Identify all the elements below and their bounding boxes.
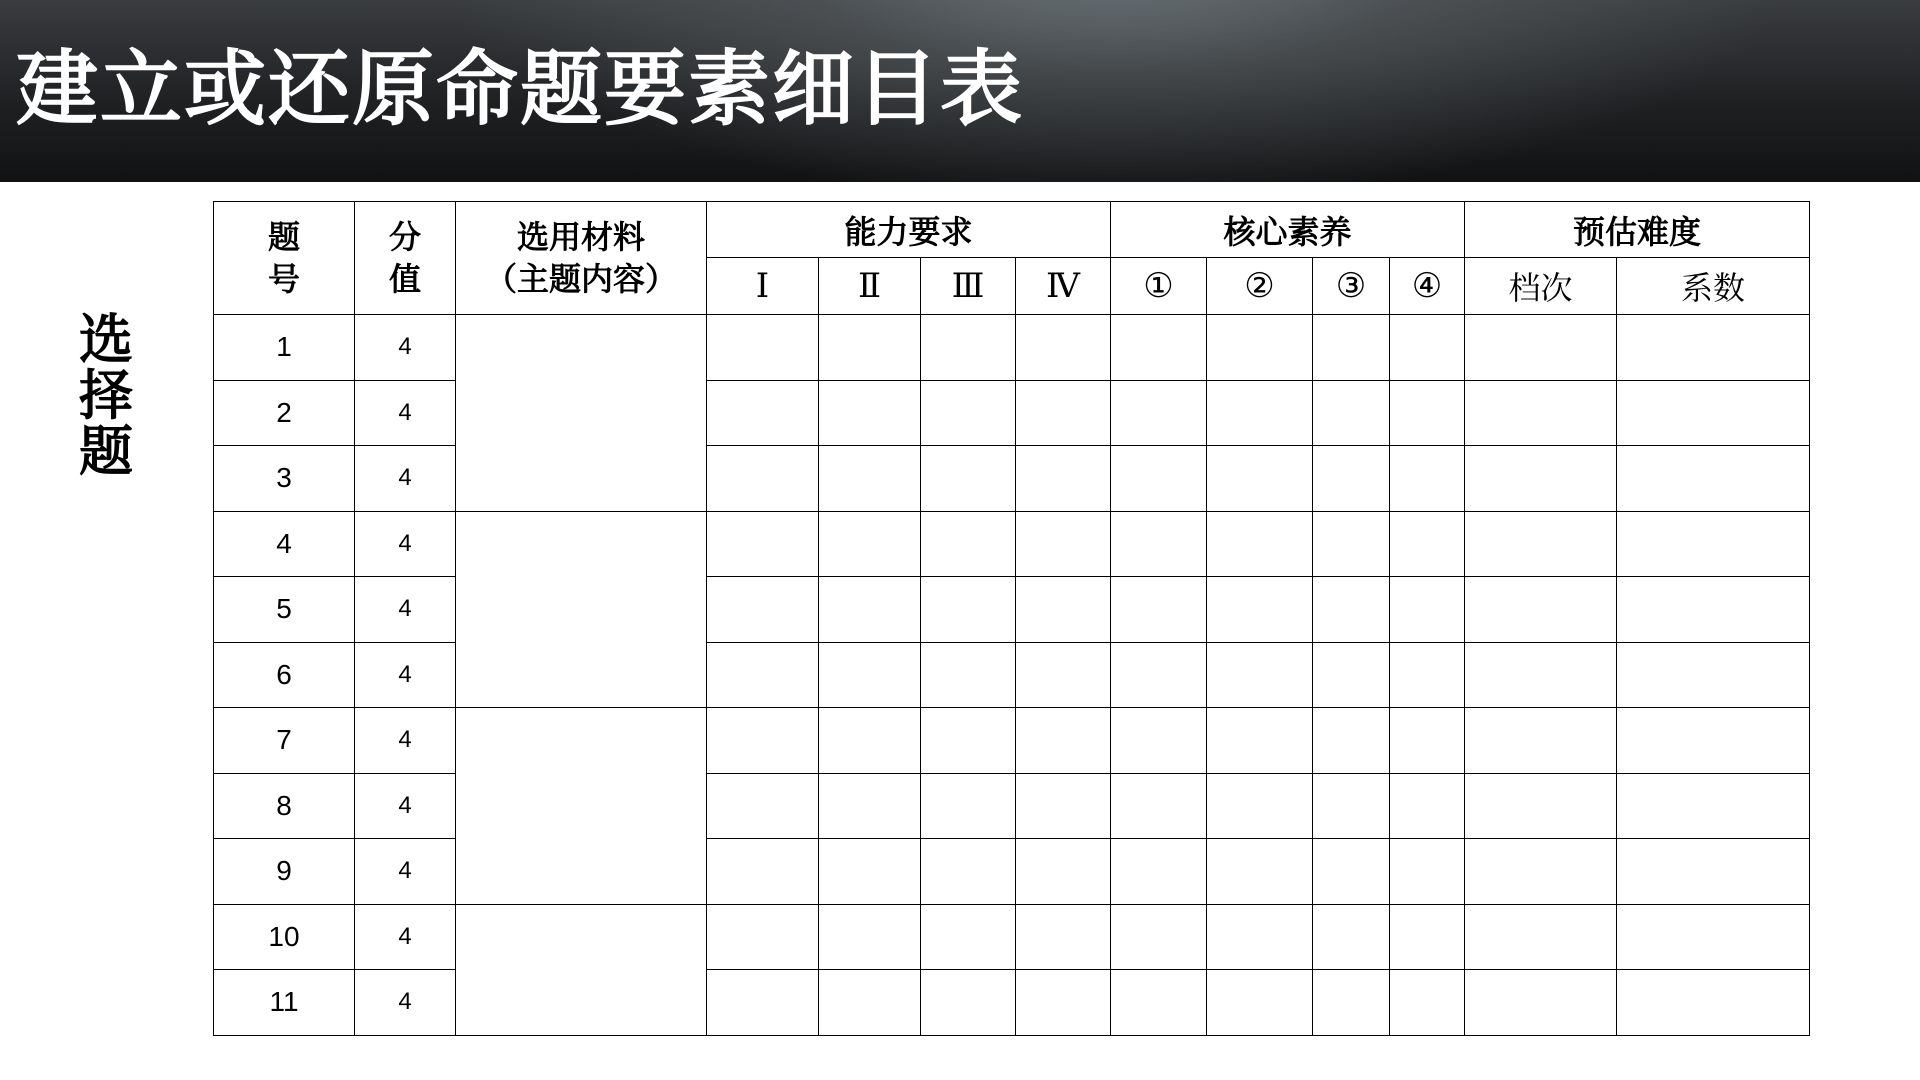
material-cell[interactable] bbox=[456, 511, 707, 708]
table-row bbox=[214, 642, 1810, 708]
cell[interactable] bbox=[1016, 511, 1111, 577]
cell[interactable] bbox=[707, 446, 819, 512]
table-row bbox=[214, 511, 1810, 577]
cell[interactable] bbox=[1313, 970, 1390, 1036]
cell[interactable] bbox=[1313, 839, 1390, 905]
cell[interactable] bbox=[1313, 904, 1390, 970]
cell[interactable] bbox=[1390, 970, 1465, 1036]
cell[interactable] bbox=[1465, 839, 1617, 905]
header-literacy-item: ③ bbox=[1313, 258, 1390, 315]
cell[interactable] bbox=[1207, 839, 1313, 905]
cell[interactable] bbox=[707, 839, 819, 905]
cell[interactable] bbox=[1390, 839, 1465, 905]
cell[interactable] bbox=[1313, 446, 1390, 512]
cell[interactable] bbox=[1016, 446, 1111, 512]
question-score: 4 bbox=[355, 380, 456, 446]
cell[interactable] bbox=[1207, 380, 1313, 446]
cell[interactable] bbox=[1617, 708, 1810, 774]
cell[interactable] bbox=[921, 511, 1016, 577]
header-literacy: 核心素养 bbox=[1111, 202, 1465, 258]
cell[interactable] bbox=[1390, 642, 1465, 708]
question-score: 4 bbox=[355, 708, 456, 774]
question-number: 8 bbox=[214, 773, 355, 839]
table-row bbox=[214, 708, 1810, 774]
cell[interactable] bbox=[1617, 315, 1810, 381]
header-ability-level: Ⅰ bbox=[707, 258, 819, 315]
cell[interactable] bbox=[707, 380, 819, 446]
question-number: 2 bbox=[214, 380, 355, 446]
cell[interactable] bbox=[1617, 970, 1810, 1036]
material-cell[interactable] bbox=[456, 315, 707, 512]
cell[interactable] bbox=[1111, 315, 1207, 381]
question-score: 4 bbox=[355, 446, 456, 512]
cell[interactable] bbox=[1313, 380, 1390, 446]
cell[interactable] bbox=[1390, 773, 1465, 839]
cell[interactable] bbox=[1207, 904, 1313, 970]
material-cell[interactable] bbox=[456, 904, 707, 1035]
cell[interactable] bbox=[1313, 511, 1390, 577]
question-number: 6 bbox=[214, 642, 355, 708]
question-number: 10 bbox=[214, 904, 355, 970]
header-ability-level: Ⅳ bbox=[1016, 258, 1111, 315]
cell[interactable] bbox=[1390, 577, 1465, 643]
cell[interactable] bbox=[1207, 773, 1313, 839]
cell[interactable] bbox=[1207, 577, 1313, 643]
cell[interactable] bbox=[707, 577, 819, 643]
cell[interactable] bbox=[1111, 380, 1207, 446]
cell[interactable] bbox=[1465, 642, 1617, 708]
cell[interactable] bbox=[921, 315, 1016, 381]
cell[interactable] bbox=[1207, 511, 1313, 577]
cell[interactable] bbox=[1313, 708, 1390, 774]
material-cell[interactable] bbox=[456, 708, 707, 905]
cell[interactable] bbox=[921, 839, 1016, 905]
cell[interactable] bbox=[921, 970, 1016, 1036]
cell[interactable] bbox=[1016, 839, 1111, 905]
cell[interactable] bbox=[1617, 904, 1810, 970]
question-number: 5 bbox=[214, 577, 355, 643]
cell[interactable] bbox=[1617, 839, 1810, 905]
question-number: 11 bbox=[214, 970, 355, 1036]
cell[interactable] bbox=[921, 773, 1016, 839]
cell[interactable] bbox=[1016, 577, 1111, 643]
cell[interactable] bbox=[707, 511, 819, 577]
cell[interactable] bbox=[1465, 970, 1617, 1036]
cell[interactable] bbox=[819, 904, 921, 970]
cell[interactable] bbox=[707, 642, 819, 708]
cell[interactable] bbox=[819, 839, 921, 905]
cell[interactable] bbox=[1207, 315, 1313, 381]
cell[interactable] bbox=[1111, 642, 1207, 708]
cell[interactable] bbox=[819, 315, 921, 381]
cell[interactable] bbox=[707, 773, 819, 839]
cell[interactable] bbox=[1617, 642, 1810, 708]
cell[interactable] bbox=[1390, 446, 1465, 512]
cell[interactable] bbox=[819, 708, 921, 774]
cell[interactable] bbox=[1390, 315, 1465, 381]
cell[interactable] bbox=[1016, 642, 1111, 708]
header-literacy-item: ④ bbox=[1390, 258, 1465, 315]
cell[interactable] bbox=[921, 446, 1016, 512]
cell[interactable] bbox=[1207, 642, 1313, 708]
title-bar bbox=[0, 0, 1920, 182]
cell[interactable] bbox=[1465, 904, 1617, 970]
cell[interactable] bbox=[1111, 577, 1207, 643]
page-title: 建立或还原命题要素细目表 bbox=[16, 42, 1025, 137]
cell[interactable] bbox=[1617, 446, 1810, 512]
cell[interactable] bbox=[1016, 970, 1111, 1036]
header-material: 选用材料 （主题内容） bbox=[456, 202, 707, 315]
header-ability-level: Ⅱ bbox=[819, 258, 921, 315]
question-score: 4 bbox=[355, 904, 456, 970]
header-ability: 能力要求 bbox=[707, 202, 1111, 258]
cell[interactable] bbox=[819, 970, 921, 1036]
cell[interactable] bbox=[819, 380, 921, 446]
cell[interactable] bbox=[921, 577, 1016, 643]
header-difficulty-level: 档次 bbox=[1465, 258, 1617, 315]
header-difficulty-coefficient: 系数 bbox=[1617, 258, 1810, 315]
question-number: 1 bbox=[214, 315, 355, 381]
cell[interactable] bbox=[1207, 970, 1313, 1036]
cell[interactable] bbox=[707, 708, 819, 774]
cell[interactable] bbox=[1016, 904, 1111, 970]
cell[interactable] bbox=[1016, 315, 1111, 381]
cell[interactable] bbox=[1016, 773, 1111, 839]
cell[interactable] bbox=[1111, 839, 1207, 905]
section-label: 选择题 bbox=[79, 308, 133, 483]
header-difficulty: 预估难度 bbox=[1465, 202, 1810, 258]
cell[interactable] bbox=[1313, 642, 1390, 708]
cell[interactable] bbox=[1465, 380, 1617, 446]
cell[interactable] bbox=[921, 642, 1016, 708]
cell[interactable] bbox=[1390, 380, 1465, 446]
cell[interactable] bbox=[819, 577, 921, 643]
header-literacy-item: ② bbox=[1207, 258, 1313, 315]
question-number: 3 bbox=[214, 446, 355, 512]
cell[interactable] bbox=[1111, 511, 1207, 577]
question-score: 4 bbox=[355, 970, 456, 1036]
cell[interactable] bbox=[1111, 773, 1207, 839]
table-row bbox=[214, 380, 1810, 446]
table-row bbox=[214, 970, 1810, 1036]
cell[interactable] bbox=[921, 904, 1016, 970]
cell[interactable] bbox=[819, 446, 921, 512]
cell[interactable] bbox=[1390, 904, 1465, 970]
question-score: 4 bbox=[355, 577, 456, 643]
question-score: 4 bbox=[355, 642, 456, 708]
question-score: 4 bbox=[355, 315, 456, 381]
cell[interactable] bbox=[1111, 446, 1207, 512]
cell[interactable] bbox=[1390, 708, 1465, 774]
question-number: 9 bbox=[214, 839, 355, 905]
table-row bbox=[214, 577, 1810, 643]
cell[interactable] bbox=[1390, 511, 1465, 577]
question-number: 4 bbox=[214, 511, 355, 577]
header-question-no: 题 号 bbox=[214, 202, 355, 315]
cell[interactable] bbox=[1016, 380, 1111, 446]
question-score: 4 bbox=[355, 773, 456, 839]
cell[interactable] bbox=[819, 511, 921, 577]
cell[interactable] bbox=[1207, 708, 1313, 774]
cell[interactable] bbox=[1207, 446, 1313, 512]
table-row bbox=[214, 446, 1810, 512]
table-row bbox=[214, 773, 1810, 839]
cell[interactable] bbox=[1465, 708, 1617, 774]
cell[interactable] bbox=[707, 315, 819, 381]
question-score: 4 bbox=[355, 511, 456, 577]
cell[interactable] bbox=[1617, 511, 1810, 577]
table-row bbox=[214, 315, 1810, 381]
header-ability-level: Ⅲ bbox=[921, 258, 1016, 315]
table-row bbox=[214, 904, 1810, 970]
cell[interactable] bbox=[1313, 315, 1390, 381]
cell[interactable] bbox=[819, 642, 921, 708]
cell[interactable] bbox=[1111, 708, 1207, 774]
cell[interactable] bbox=[1016, 708, 1111, 774]
cell[interactable] bbox=[1617, 773, 1810, 839]
cell[interactable] bbox=[1111, 904, 1207, 970]
cell[interactable] bbox=[1465, 511, 1617, 577]
cell[interactable] bbox=[819, 773, 921, 839]
cell[interactable] bbox=[1465, 446, 1617, 512]
cell[interactable] bbox=[707, 904, 819, 970]
cell[interactable] bbox=[1111, 970, 1207, 1036]
question-number: 7 bbox=[214, 708, 355, 774]
cell[interactable] bbox=[1617, 380, 1810, 446]
cell[interactable] bbox=[1465, 315, 1617, 381]
cell[interactable] bbox=[921, 380, 1016, 446]
cell[interactable] bbox=[1313, 773, 1390, 839]
header-score: 分 值 bbox=[355, 202, 456, 315]
specification-table bbox=[213, 201, 1810, 1036]
cell[interactable] bbox=[1313, 577, 1390, 643]
cell[interactable] bbox=[921, 708, 1016, 774]
cell[interactable] bbox=[707, 970, 819, 1036]
table-row bbox=[214, 839, 1810, 905]
cell[interactable] bbox=[1617, 577, 1810, 643]
header-literacy-item: ① bbox=[1111, 258, 1207, 315]
question-score: 4 bbox=[355, 839, 456, 905]
cell[interactable] bbox=[1465, 773, 1617, 839]
cell[interactable] bbox=[1465, 577, 1617, 643]
